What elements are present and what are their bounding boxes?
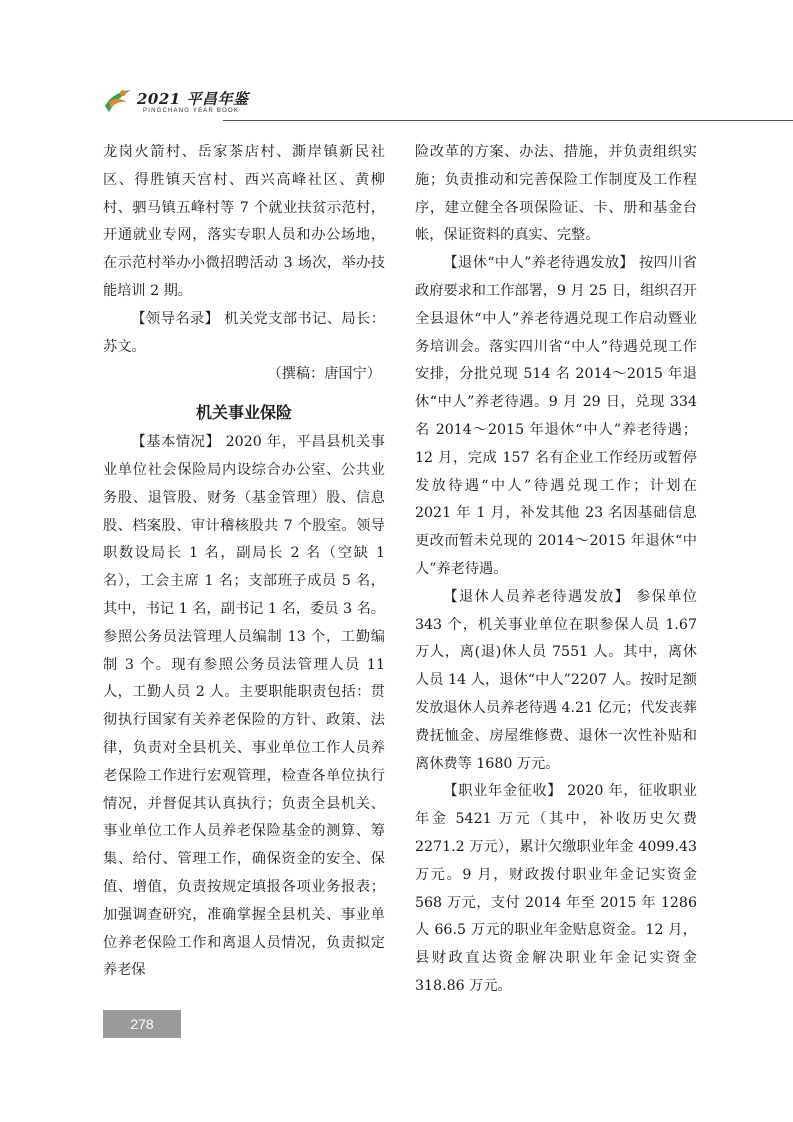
brand-title: 2021 平昌年鉴 [137, 90, 249, 108]
paragraph-occupational-annuity: 【职业年金征收】 2020 年，征收职业年金 5421 万元（其中，补收历史欠费 2271.2 万元），累计欠缴职业年金 4099.43 万元。9 月，财政拨付职业年金记实资金 568 万元，支付 2014 年至 2015 年 1286 人 66.5 万元的职业年金贴息资金。12 月，县财政直达资金解决职业年金记实资金 318.86 万元。 [415, 783, 697, 994]
page-header [103, 84, 703, 124]
paragraph-reform-continued: 险改革的方案、办法、措施，并负责组织实施；负责推动和完善保险工作制度及工作程序，建立健全各项保险证、卡、册和基金台帐，保证资料的真实、完整。 [415, 144, 697, 244]
paragraph-basic-info: 【基本情况】 2020 年，平昌县机关事业单位社会保险局内设综合办公室、公共业务股、退管股、财务（基金管理）股、信息股、档案股、审计稽核股共 7 个股室。领导职数设局长 1 名，副局长 2 名（空缺 1 名），工会主席 1 名；支部班子成员 5 名，其中，书记 1 名，副书记 1 名，委员 3 名。参照公务员法管理人员编制 13 个，工勤编制 3 个。现有参照公务员法管理人员 11 人，工勤人员 2 人。主要职能职责包括：贯彻执行国家有关养老保险的方针、政策、法律，负责对全县机关、事业单位工作人员养老保险工作进行宏观管理，检查各单位执行情况，并督促其认真执行；负责全县机关、事业单位工作人员养老保险基金的测算、筹集、给付、管理工作，确保资金的安全、保值、增值，负责按规定填报各项业务报表；加强调查研究，准确掌握全县机关、事业单位养老保险工作和离退人员情况，负责拟定养老保 [103, 434, 385, 979]
page-number-badge [103, 1010, 181, 1038]
paragraph-retiree-pension: 【退休人员养老待遇发放】 参保单位 343 个，机关事业单位在职参保人员 1.67 万人，离(退)休人员 7551 人。其中，离休人员 14 人，退休“中人”2207 人。按时足额发放退休人员养老待遇 4.21 亿元；代发丧葬费抚恤金、房屋维修费、退休一次性补贴和离休费等 1680 万元。 [415, 588, 697, 772]
author-credit: （撰稿：唐国宁） [267, 366, 381, 383]
pingchang-logo-icon [103, 84, 135, 116]
header-rule [223, 120, 793, 121]
section-title: 机关事业保险 [195, 403, 292, 423]
paragraph-leadership: 【领导名录】 机关党支部书记、局长：苏文。 [103, 310, 385, 355]
page-number: 278 [130, 1016, 154, 1032]
brand-subtitle: PINGCHANG YEAR BOOK [143, 108, 240, 114]
right-column [415, 139, 697, 1001]
left-column [103, 139, 385, 985]
paragraph-middle-retirees: 【退休“中人”养老待遇发放】 按四川省政府要求和工作部署，9 月 25 日，组织召开全县退休“中人”养老待遇兑现工作启动暨业务培训会。落实四川省“中人”待遇兑现工作安排，分批兑现 514 名 2014～2015 年退休“中人”养老待遇。9 月 29 日，兑现 334 名 2014～2015 年退休“中人”养老待遇；12 月，完成 157 名有企业工作经历或暂停发放待遇“中人”待遇兑现工作；计划在 2021 年 1 月，补发其他 23 名因基础信息更改而暂未兑现的 2014～2015 年退休“中人”养老待遇。 [415, 255, 697, 577]
paragraph-employment-villages: 龙岗火箭村、岳家茶店村、澌岸镇新民社区、得胜镇天宫村、西兴高峰社区、黄柳村、驷马镇五峰村等 7 个就业扶贫示范村，开通就业专网，落实专职人员和办公场地，在示范村举办小微招聘活动 3 场次，举办技能培训 2 期。 [103, 144, 385, 299]
